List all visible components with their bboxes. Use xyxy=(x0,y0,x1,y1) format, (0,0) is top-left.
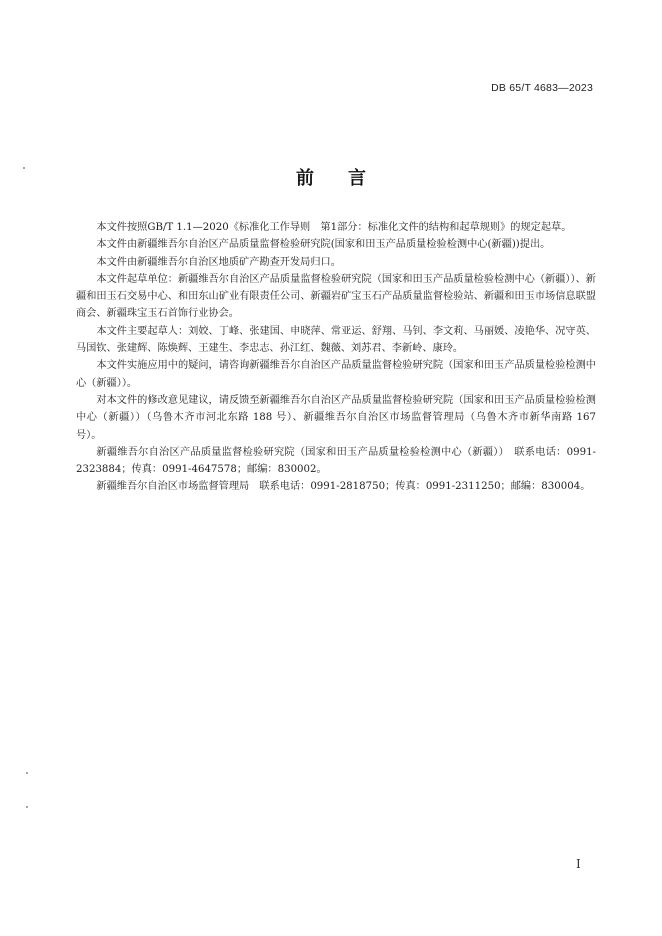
paragraph-contact-institute: 新疆维吾尔自治区产品质量监督检验研究院（国家和田玉产品质量检验检测中心（新疆）） 联系电话：0991-2323884；传真：0991-4647578；邮编：830002。 xyxy=(76,446,596,476)
scan-speck xyxy=(23,167,25,169)
paragraph-drafting-rules: 本文件按照GB/T 1.1—2020《标准化工作导则 第1部分：标准化文件的结构和起草规则》的规定起草。 xyxy=(96,222,572,233)
document-code: DB 65/T 4683—2023 xyxy=(491,82,593,94)
page-number: I xyxy=(576,857,581,871)
scan-speck xyxy=(26,806,28,808)
paragraph-administrator: 本文件由新疆维吾尔自治区地质矿产勘查开发局归口。 xyxy=(96,256,341,268)
page-title: 前言 xyxy=(296,168,400,189)
paragraph-feedback: 对本文件的修改意见建议，请反馈至新疆维吾尔自治区产品质量监督检验研究院（国家和田玉产品质量检验检测中心（新疆））（乌鲁木齐市河北东路 188 号）、新疆维吾尔自治区市场监督管理局（乌鲁木齐市新华南路 167 号）。 xyxy=(76,394,596,441)
paragraph-proposer: 本文件由新疆维吾尔自治区产品质量监督检验研究院(国家和田玉产品质量检验检测中心(新疆))提出。 xyxy=(96,239,551,251)
paragraph-contact-bureau: 新疆维吾尔自治区市场监督管理局 联系电话：0991-2818750；传真：0991-2311250；邮编：830004。 xyxy=(96,481,591,493)
foreword-body xyxy=(76,219,596,496)
scan-speck xyxy=(26,772,28,774)
paragraph-drafting-units: 本文件起草单位：新疆维吾尔自治区产品质量监督检验研究院（国家和田玉产品质量检验检测中心（新疆））、新疆和田玉石交易中心、和田东山矿业有限责任公司、新疆岩矿宝玉石产品质量监督检验站、新疆和田玉市场信息联盟商会、新疆珠宝玉石首饰行业协会。 xyxy=(76,273,596,320)
paragraph-inquiries: 本文件实施应用中的疑问，请咨询新疆维吾尔自治区产品质量监督检验研究院（国家和田玉产品质量检验检测中心（新疆））。 xyxy=(76,360,596,389)
paragraph-drafters: 本文件主要起草人：刘姣、丁峰、张建国、申晓萍、常亚运、舒翔、马钊、李文莉、马丽媛、凌艳华、况守英、马国钦、张建辉、陈焕辉、王建生、李忠志、孙江红、魏薇、刘苏君、李新岭、康玲。 xyxy=(76,325,596,355)
